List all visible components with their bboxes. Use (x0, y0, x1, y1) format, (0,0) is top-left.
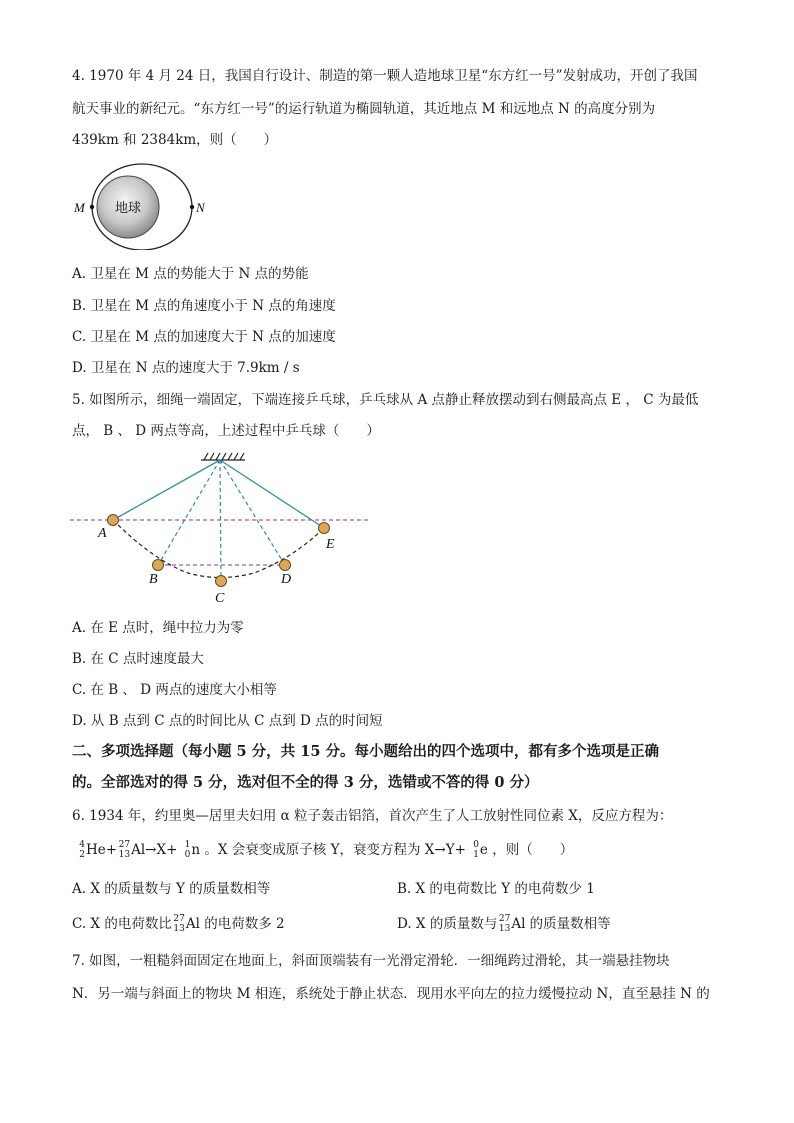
q7-text-line1: 7. 如图，一粗糙斜面固定在地面上，斜面顶端装有一光滑定滑轮．一细绳跨过滑轮，其一端悬挂物块 (72, 953, 670, 969)
q4-text-line1: 4. 1970 年 4 月 24 日，我国自行设计、制造的第一颗人造地球卫星“东方红一号”发射成功，开创了我国 (72, 68, 698, 84)
section2-heading-line2: 的。全部选对的得 5 分，选对但不全的得 3 分，选错或不答的得 0 分） (72, 774, 539, 791)
q5-option-a: A. 在 E 点时，绳中拉力为零 (72, 620, 244, 636)
q5-option-b: B. 在 C 点时速度最大 (72, 651, 204, 667)
point-n (190, 205, 194, 209)
q6-option-d: D. X 的质量数与 27 13 Al 的质量数相等 (397, 913, 611, 934)
swing-arc (113, 520, 324, 578)
ball-e (319, 523, 330, 534)
earth-label: 地球 (114, 200, 142, 215)
label-b: B (149, 572, 158, 587)
e-nuclide-numbers: 0 1 (473, 839, 479, 860)
label-d: D (281, 572, 292, 587)
al-nuclide-numbers: 27 13 (118, 839, 131, 860)
q5-option-d: D. 从 B 点到 C 点的时间比从 C 点到 D 点的时间短 (72, 713, 383, 729)
ceiling-hatch (201, 453, 245, 460)
n-nuclide-numbers: 1 0 (184, 839, 191, 860)
ball-d (280, 560, 291, 571)
ball-c (216, 576, 227, 587)
label-m: M (74, 200, 85, 215)
label-e: E (326, 537, 335, 552)
string-d (220, 460, 285, 565)
label-a: A (98, 526, 107, 541)
section2-heading-line1: 二、多项选择题（每小题 5 分，共 15 分。每小题给出的四个选项中，都有多个选项是正确 (72, 743, 659, 760)
c-al-nuclide-numbers: 27 13 (173, 913, 185, 934)
q4-option-d: D. 卫星在 N 点的速度大于 7.9km / s (72, 360, 300, 376)
q6-text-line1: 6. 1934 年，约里奥—居里夫妇用 α 粒子轰击铝箔，首次产生了人工放射性同位素 X，反应方程为： (72, 808, 673, 824)
point-m (90, 205, 94, 209)
pendulum-figure (68, 448, 378, 608)
ball-b (153, 560, 164, 571)
q5-option-c: C. 在 B 、 D 两点的速度大小相等 (72, 682, 277, 698)
q6-equation: 4 2 He+ 27 13 Al→X+ 1 0 n 。X 会衰变成原子核 Y，衰变方程为 X→Y+ 0 1 e ，则（ ） (72, 840, 573, 861)
label-n: N (196, 200, 205, 215)
q7-text-line2: N．另一端与斜面上的物块 M 相连，系统处于静止状态．现用水平向左的拉力缓慢拉动 N，直至悬挂 N 的 (72, 986, 710, 1002)
q4-option-c: C. 卫星在 M 点的加速度大于 N 点的加速度 (72, 329, 336, 345)
d-al-nuclide-numbers: 27 13 (498, 913, 511, 934)
q6-option-c: C. X 的电荷数比 27 13 Al 的电荷数多 2 (72, 913, 285, 934)
label-c: C (215, 591, 225, 606)
q4-option-b: B. 卫星在 M 点的角速度小于 N 点的角速度 (72, 298, 336, 314)
q4-text-line3: 439km 和 2384km，则（ ） (72, 132, 278, 148)
q5-text-line1: 5. 如图所示，细绳一端固定，下端连接乒乓球，乒乓球从 A 点静止释放摆动到右侧最高点 E ， C 为最低 (72, 392, 699, 408)
orbit-figure (70, 160, 210, 250)
he-nuclide-numbers: 4 2 (79, 839, 85, 860)
q5-text-line2: 点， B 、 D 两点等高，上述过程中乒乓球（ ） (72, 423, 380, 439)
q6-option-a: A. X 的质量数与 Y 的质量数相等 (72, 881, 271, 897)
string-a (113, 460, 220, 520)
q4-option-a: A. 卫星在 M 点的势能大于 N 点的势能 (72, 266, 309, 282)
q4-text-line2: 航天事业的新纪元。“东方红一号”的运行轨道为椭圆轨道，其近地点 M 和远地点 N 的高度分别为 (72, 101, 656, 117)
string-b (158, 460, 220, 565)
q6-option-b: B. X 的电荷数比 Y 的电荷数少 1 (397, 881, 595, 897)
string-e (220, 460, 324, 528)
ball-a (108, 515, 119, 526)
